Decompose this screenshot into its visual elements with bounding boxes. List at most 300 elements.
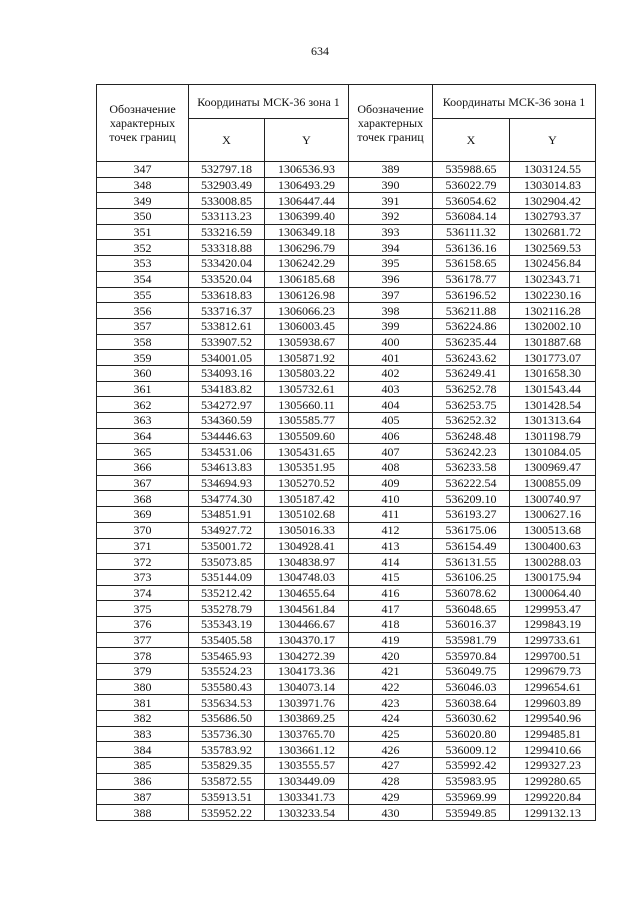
- table-row: [97, 475, 349, 491]
- x-coordinate: 536046.03: [433, 679, 510, 695]
- x-coordinate: 534774.30: [189, 491, 265, 507]
- point-number: 370: [97, 522, 189, 538]
- table-row: [349, 303, 596, 319]
- x-coordinate: 536038.64: [433, 695, 510, 711]
- point-number: 405: [349, 413, 433, 429]
- x-coordinate: 535736.30: [189, 726, 265, 742]
- point-number: 373: [97, 569, 189, 585]
- table-row: [349, 334, 596, 350]
- table-row: [349, 679, 596, 695]
- point-number: 365: [97, 444, 189, 460]
- x-coordinate: 536224.86: [433, 318, 510, 334]
- point-number: 385: [97, 758, 189, 774]
- point-number: 426: [349, 742, 433, 758]
- table-row: [97, 758, 349, 774]
- table-row: [349, 381, 596, 397]
- x-coordinate: 535913.51: [189, 789, 265, 805]
- x-coordinate: 536253.75: [433, 397, 510, 413]
- table-row: [97, 318, 349, 334]
- x-coordinate: 536054.62: [433, 193, 510, 209]
- x-coordinate: 534531.06: [189, 444, 265, 460]
- point-number: 422: [349, 679, 433, 695]
- x-coordinate: 535981.79: [433, 632, 510, 648]
- point-number: 399: [349, 318, 433, 334]
- point-number: 371: [97, 538, 189, 554]
- x-coordinate: 535343.19: [189, 616, 265, 632]
- x-coordinate: 535988.65: [433, 162, 510, 178]
- y-coordinate: 1306296.79: [265, 240, 349, 256]
- point-number: 400: [349, 334, 433, 350]
- table-row: [349, 554, 596, 570]
- point-number: 413: [349, 538, 433, 554]
- x-coordinate: 536154.49: [433, 538, 510, 554]
- x-coordinate: 533216.59: [189, 224, 265, 240]
- x-coordinate: 536158.65: [433, 256, 510, 272]
- table-row: [97, 507, 349, 523]
- table-row: [349, 711, 596, 727]
- table-row: [349, 585, 596, 601]
- y-coordinate: 1305351.95: [265, 460, 349, 476]
- header-y: Y: [510, 119, 596, 162]
- point-number: 421: [349, 664, 433, 680]
- y-coordinate: 1300400.63: [510, 538, 596, 554]
- table-row: [349, 460, 596, 476]
- x-coordinate: 536049.75: [433, 664, 510, 680]
- y-coordinate: 1305431.65: [265, 444, 349, 460]
- point-number: 361: [97, 381, 189, 397]
- x-coordinate: 534446.63: [189, 428, 265, 444]
- y-coordinate: 1301887.68: [510, 334, 596, 350]
- y-coordinate: 1302116.28: [510, 303, 596, 319]
- table-row: [97, 381, 349, 397]
- y-coordinate: 1299540.96: [510, 711, 596, 727]
- y-coordinate: 1301658.30: [510, 365, 596, 381]
- x-coordinate: 535212.42: [189, 585, 265, 601]
- y-coordinate: 1302343.71: [510, 271, 596, 287]
- table-row: [97, 585, 349, 601]
- x-coordinate: 536222.54: [433, 475, 510, 491]
- x-coordinate: 535949.85: [433, 805, 510, 821]
- y-coordinate: 1305803.22: [265, 365, 349, 381]
- point-number: 417: [349, 601, 433, 617]
- y-coordinate: 1302793.37: [510, 209, 596, 225]
- x-coordinate: 536233.58: [433, 460, 510, 476]
- x-coordinate: 535524.23: [189, 664, 265, 680]
- table-row: [349, 271, 596, 287]
- point-number: 379: [97, 664, 189, 680]
- x-coordinate: 535001.72: [189, 538, 265, 554]
- y-coordinate: 1300175.94: [510, 569, 596, 585]
- y-coordinate: 1299603.89: [510, 695, 596, 711]
- y-coordinate: 1299700.51: [510, 648, 596, 664]
- point-number: 414: [349, 554, 433, 570]
- point-number: 410: [349, 491, 433, 507]
- point-number: 366: [97, 460, 189, 476]
- x-coordinate: 535073.85: [189, 554, 265, 570]
- table-row: [349, 664, 596, 680]
- y-coordinate: 1306493.29: [265, 177, 349, 193]
- table-row: [97, 428, 349, 444]
- point-number: 384: [97, 742, 189, 758]
- x-coordinate: 532903.49: [189, 177, 265, 193]
- table-row: [97, 538, 349, 554]
- header-y: Y: [265, 119, 349, 162]
- y-coordinate: 1306349.18: [265, 224, 349, 240]
- y-coordinate: 1300969.47: [510, 460, 596, 476]
- coordinates-table-right: [348, 84, 596, 821]
- y-coordinate: 1299327.23: [510, 758, 596, 774]
- point-number: 419: [349, 632, 433, 648]
- table-row: [97, 224, 349, 240]
- y-coordinate: 1304748.03: [265, 569, 349, 585]
- y-coordinate: 1305660.11: [265, 397, 349, 413]
- y-coordinate: 1306126.98: [265, 287, 349, 303]
- point-number: 389: [349, 162, 433, 178]
- table-row: [349, 177, 596, 193]
- y-coordinate: 1305938.67: [265, 334, 349, 350]
- table-row: [97, 773, 349, 789]
- point-number: 378: [97, 648, 189, 664]
- point-number: 376: [97, 616, 189, 632]
- header-x: X: [189, 119, 265, 162]
- y-coordinate: 1306399.40: [265, 209, 349, 225]
- point-number: 406: [349, 428, 433, 444]
- x-coordinate: 536252.78: [433, 381, 510, 397]
- table-row: [349, 522, 596, 538]
- x-coordinate: 536211.88: [433, 303, 510, 319]
- x-coordinate: 532797.18: [189, 162, 265, 178]
- table-row: [349, 162, 596, 178]
- table-row: [97, 413, 349, 429]
- point-number: 409: [349, 475, 433, 491]
- y-coordinate: 1299679.73: [510, 664, 596, 680]
- table-row: [349, 475, 596, 491]
- point-number: 377: [97, 632, 189, 648]
- x-coordinate: 533113.23: [189, 209, 265, 225]
- point-number: 403: [349, 381, 433, 397]
- table-row: [97, 805, 349, 821]
- point-number: 369: [97, 507, 189, 523]
- x-coordinate: 536016.37: [433, 616, 510, 632]
- table-row: [97, 601, 349, 617]
- x-coordinate: 536111.32: [433, 224, 510, 240]
- x-coordinate: 536242.23: [433, 444, 510, 460]
- point-number: 415: [349, 569, 433, 585]
- x-coordinate: 536243.62: [433, 350, 510, 366]
- point-number: 428: [349, 773, 433, 789]
- table-row: [349, 569, 596, 585]
- point-number: 375: [97, 601, 189, 617]
- x-coordinate: 533318.88: [189, 240, 265, 256]
- x-coordinate: 535278.79: [189, 601, 265, 617]
- x-coordinate: 533812.61: [189, 318, 265, 334]
- table-row: [349, 805, 596, 821]
- table-row: [349, 413, 596, 429]
- point-number: 357: [97, 318, 189, 334]
- y-coordinate: 1306185.68: [265, 271, 349, 287]
- table-body-right: [349, 162, 596, 821]
- y-coordinate: 1300064.40: [510, 585, 596, 601]
- header-coordinates: Координаты МСК-36 зона 1: [433, 85, 596, 119]
- table-row: [97, 554, 349, 570]
- table-row: [349, 428, 596, 444]
- y-coordinate: 1304173.36: [265, 664, 349, 680]
- point-number: 352: [97, 240, 189, 256]
- table-row: [97, 303, 349, 319]
- y-coordinate: 1301428.54: [510, 397, 596, 413]
- y-coordinate: 1302002.10: [510, 318, 596, 334]
- point-number: 411: [349, 507, 433, 523]
- header-x: X: [433, 119, 510, 162]
- x-coordinate: 535634.53: [189, 695, 265, 711]
- y-coordinate: 1305732.61: [265, 381, 349, 397]
- y-coordinate: 1305102.68: [265, 507, 349, 523]
- table-row: [97, 193, 349, 209]
- point-number: 351: [97, 224, 189, 240]
- x-coordinate: 533520.04: [189, 271, 265, 287]
- table-row: [349, 350, 596, 366]
- point-number: 350: [97, 209, 189, 225]
- x-coordinate: 535829.35: [189, 758, 265, 774]
- table-row: [97, 287, 349, 303]
- y-coordinate: 1304272.39: [265, 648, 349, 664]
- point-number: 388: [97, 805, 189, 821]
- x-coordinate: 535872.55: [189, 773, 265, 789]
- y-coordinate: 1305509.60: [265, 428, 349, 444]
- y-coordinate: 1299953.47: [510, 601, 596, 617]
- point-number: 424: [349, 711, 433, 727]
- table-row: [349, 726, 596, 742]
- y-coordinate: 1303765.70: [265, 726, 349, 742]
- x-coordinate: 534360.59: [189, 413, 265, 429]
- point-number: 391: [349, 193, 433, 209]
- y-coordinate: 1305585.77: [265, 413, 349, 429]
- y-coordinate: 1299280.65: [510, 773, 596, 789]
- x-coordinate: 536252.32: [433, 413, 510, 429]
- header-designation: Обозначение характерных точек границ: [349, 85, 433, 162]
- x-coordinate: 535969.99: [433, 789, 510, 805]
- point-number: 430: [349, 805, 433, 821]
- table-row: [349, 287, 596, 303]
- y-coordinate: 1303971.76: [265, 695, 349, 711]
- table-row: [349, 318, 596, 334]
- table-row: [349, 444, 596, 460]
- y-coordinate: 1300513.68: [510, 522, 596, 538]
- table-row: [97, 240, 349, 256]
- y-coordinate: 1304838.97: [265, 554, 349, 570]
- x-coordinate: 536178.77: [433, 271, 510, 287]
- point-number: 425: [349, 726, 433, 742]
- x-coordinate: 534927.72: [189, 522, 265, 538]
- point-number: 381: [97, 695, 189, 711]
- table-row: [349, 773, 596, 789]
- x-coordinate: 536020.80: [433, 726, 510, 742]
- table-row: [97, 679, 349, 695]
- x-coordinate: 536030.62: [433, 711, 510, 727]
- table-row: [349, 209, 596, 225]
- table-row: [349, 193, 596, 209]
- table-row: [349, 742, 596, 758]
- point-number: 362: [97, 397, 189, 413]
- point-number: 393: [349, 224, 433, 240]
- y-coordinate: 1304370.17: [265, 632, 349, 648]
- table-row: [97, 444, 349, 460]
- coordinates-table-left: [96, 84, 349, 821]
- y-coordinate: 1304466.67: [265, 616, 349, 632]
- table-row: [97, 177, 349, 193]
- x-coordinate: 535465.93: [189, 648, 265, 664]
- y-coordinate: 1306003.45: [265, 318, 349, 334]
- point-number: 395: [349, 256, 433, 272]
- table-row: [97, 350, 349, 366]
- point-number: 367: [97, 475, 189, 491]
- point-number: 358: [97, 334, 189, 350]
- x-coordinate: 536136.16: [433, 240, 510, 256]
- point-number: 387: [97, 789, 189, 805]
- y-coordinate: 1305187.42: [265, 491, 349, 507]
- point-number: 360: [97, 365, 189, 381]
- point-number: 368: [97, 491, 189, 507]
- x-coordinate: 536009.12: [433, 742, 510, 758]
- x-coordinate: 534694.93: [189, 475, 265, 491]
- table-row: [97, 664, 349, 680]
- y-coordinate: 1301543.44: [510, 381, 596, 397]
- table-row: [97, 569, 349, 585]
- table-row: [97, 397, 349, 413]
- point-number: 356: [97, 303, 189, 319]
- x-coordinate: 535144.09: [189, 569, 265, 585]
- table-row: [349, 224, 596, 240]
- y-coordinate: 1304561.84: [265, 601, 349, 617]
- y-coordinate: 1300740.97: [510, 491, 596, 507]
- point-number: 386: [97, 773, 189, 789]
- x-coordinate: 533618.83: [189, 287, 265, 303]
- y-coordinate: 1302230.16: [510, 287, 596, 303]
- y-coordinate: 1299485.81: [510, 726, 596, 742]
- y-coordinate: 1303449.09: [265, 773, 349, 789]
- table-row: [349, 507, 596, 523]
- y-coordinate: 1301773.07: [510, 350, 596, 366]
- y-coordinate: 1303869.25: [265, 711, 349, 727]
- y-coordinate: 1301313.64: [510, 413, 596, 429]
- y-coordinate: 1299132.13: [510, 805, 596, 821]
- point-number: 429: [349, 789, 433, 805]
- table-row: [97, 365, 349, 381]
- x-coordinate: 536248.48: [433, 428, 510, 444]
- y-coordinate: 1299733.61: [510, 632, 596, 648]
- y-coordinate: 1304928.41: [265, 538, 349, 554]
- x-coordinate: 536078.62: [433, 585, 510, 601]
- y-coordinate: 1300627.16: [510, 507, 596, 523]
- header-designation: Обозначение характерных точек границ: [97, 85, 189, 162]
- table-row: [349, 256, 596, 272]
- table-row: [97, 271, 349, 287]
- x-coordinate: 534183.82: [189, 381, 265, 397]
- table-row: [349, 365, 596, 381]
- y-coordinate: 1306536.93: [265, 162, 349, 178]
- point-number: 353: [97, 256, 189, 272]
- y-coordinate: 1306242.29: [265, 256, 349, 272]
- x-coordinate: 535983.95: [433, 773, 510, 789]
- table-row: [349, 648, 596, 664]
- y-coordinate: 1304073.14: [265, 679, 349, 695]
- x-coordinate: 536022.79: [433, 177, 510, 193]
- table-row: [97, 334, 349, 350]
- point-number: 390: [349, 177, 433, 193]
- point-number: 380: [97, 679, 189, 695]
- table-row: [349, 616, 596, 632]
- x-coordinate: 535686.50: [189, 711, 265, 727]
- y-coordinate: 1301084.05: [510, 444, 596, 460]
- table-row: [97, 632, 349, 648]
- header-coordinates: Координаты МСК-36 зона 1: [189, 85, 349, 119]
- point-number: 416: [349, 585, 433, 601]
- point-number: 404: [349, 397, 433, 413]
- point-number: 347: [97, 162, 189, 178]
- point-number: 402: [349, 365, 433, 381]
- table-row: [349, 491, 596, 507]
- point-number: 420: [349, 648, 433, 664]
- y-coordinate: 1303341.73: [265, 789, 349, 805]
- x-coordinate: 536131.55: [433, 554, 510, 570]
- y-coordinate: 1305270.52: [265, 475, 349, 491]
- table-row: [97, 742, 349, 758]
- y-coordinate: 1299220.84: [510, 789, 596, 805]
- y-coordinate: 1303124.55: [510, 162, 596, 178]
- x-coordinate: 536196.52: [433, 287, 510, 303]
- y-coordinate: 1299410.66: [510, 742, 596, 758]
- table-row: [97, 522, 349, 538]
- point-number: 396: [349, 271, 433, 287]
- page-number: 634: [311, 44, 329, 58]
- point-number: 401: [349, 350, 433, 366]
- table-row: [97, 711, 349, 727]
- x-coordinate: 534613.83: [189, 460, 265, 476]
- x-coordinate: 534272.97: [189, 397, 265, 413]
- y-coordinate: 1300855.09: [510, 475, 596, 491]
- point-number: 392: [349, 209, 433, 225]
- table-row: [97, 695, 349, 711]
- table-row: [349, 789, 596, 805]
- x-coordinate: 536084.14: [433, 209, 510, 225]
- table-row: [97, 491, 349, 507]
- x-coordinate: 534093.16: [189, 365, 265, 381]
- x-coordinate: 535992.42: [433, 758, 510, 774]
- x-coordinate: 536193.27: [433, 507, 510, 523]
- table-row: [97, 162, 349, 178]
- y-coordinate: 1306447.44: [265, 193, 349, 209]
- point-number: 382: [97, 711, 189, 727]
- table-body-left: [97, 162, 349, 821]
- y-coordinate: 1303555.57: [265, 758, 349, 774]
- y-coordinate: 1301198.79: [510, 428, 596, 444]
- table-row: [97, 256, 349, 272]
- table-row: [97, 648, 349, 664]
- y-coordinate: 1302904.42: [510, 193, 596, 209]
- point-number: 349: [97, 193, 189, 209]
- point-number: 398: [349, 303, 433, 319]
- x-coordinate: 535970.84: [433, 648, 510, 664]
- point-number: 374: [97, 585, 189, 601]
- x-coordinate: 533008.85: [189, 193, 265, 209]
- y-coordinate: 1303661.12: [265, 742, 349, 758]
- point-number: 355: [97, 287, 189, 303]
- table-row: [97, 616, 349, 632]
- x-coordinate: 536209.10: [433, 491, 510, 507]
- point-number: 354: [97, 271, 189, 287]
- y-coordinate: 1302456.84: [510, 256, 596, 272]
- y-coordinate: 1305016.33: [265, 522, 349, 538]
